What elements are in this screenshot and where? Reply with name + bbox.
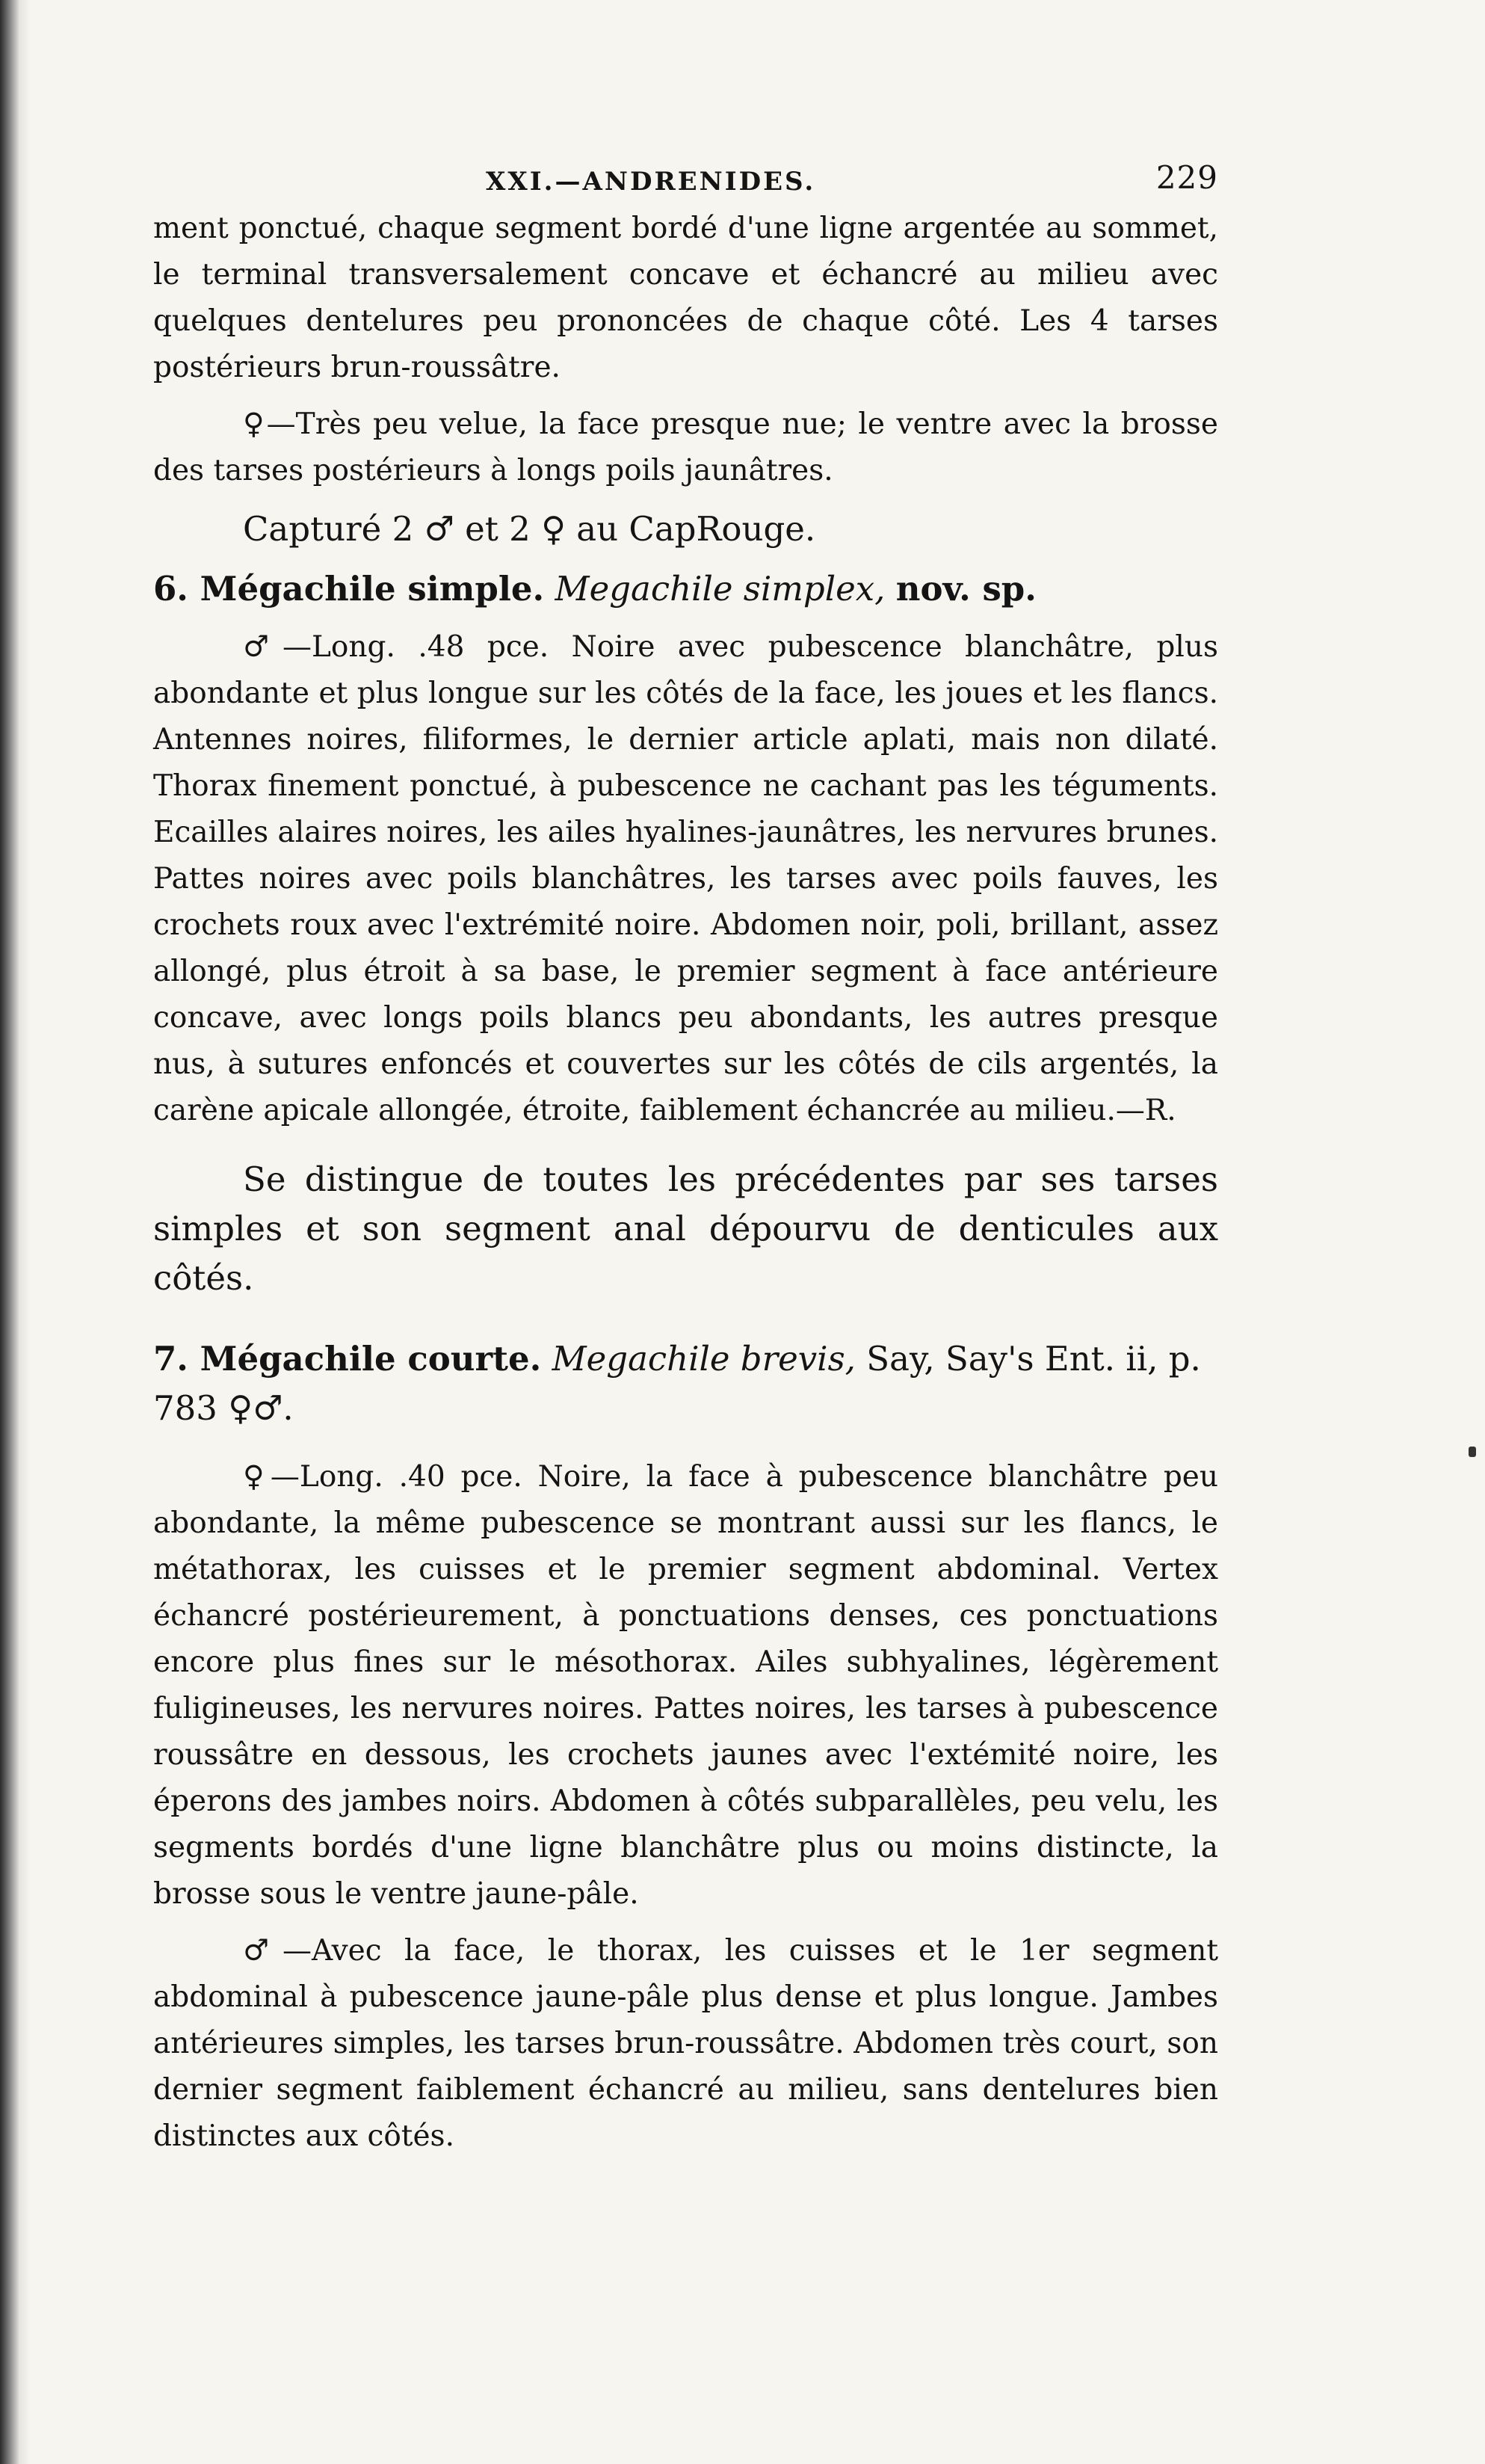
species-6-nov-sp: nov. sp. — [895, 569, 1037, 609]
page-header — [153, 146, 1218, 206]
page-number: 229 — [1155, 159, 1218, 196]
paragraph-male-description-6: ♂—Long. .48 pce. Noire avec pubescence blanchâtre, plus abondante et plus longue sur les côtés de la face, les joues et les flancs. Antennes noires, filiformes, le dernier article aplati, mais non dilaté. Thorax finement ponctué, à pubescence ne cachant pas les téguments. Ecailles alaires noires, les ailes hyalines-jaunâtres, les nervures brunes. Pattes noires avec poils blanchâtres, les tarses avec poils fauves, les crochets roux avec l'extrémité noire. Abdomen noir, poli, brillant, assez allongé, plus étroit à sa base, le premier segment à face antérieure concave, avec longs poils blancs peu abondants, les autres presque nus, à sutures enfoncés et couvertes sur les côtés de cils argentés, la carène apicale allongée, étroite, faiblement échancrée au milieu.—R. — [153, 630, 1218, 1127]
binding-shadow — [0, 0, 30, 2464]
paragraph-continuation: ment ponctué, chaque segment bordé d'une ligne argentée au sommet, le terminal transversalement concave et échancré au milieu avec quelques dentelures peu prononcées de chaque côté. Les 4 tarses postérieurs brun-roussâtre. — [153, 212, 1218, 384]
species-7-reference: Say, Say's Ent. ii, p. 783 ♀♂. — [153, 1339, 1201, 1428]
species-6-scientific-name: Megachile simplex, — [555, 569, 886, 609]
paragraph-distinction: Se distingue de toutes les précédentes par ses tarses simples et son segment anal dépourvu de denticules aux côtés. — [153, 1159, 1218, 1298]
margin-speck — [1469, 1447, 1476, 1457]
species-heading-6 — [153, 564, 1218, 614]
species-6-common-name: 6. Mégachile simple. — [153, 569, 545, 609]
running-title: XXI.—ANDRENIDES. — [486, 167, 816, 197]
species-7-common-name: 7. Mégachile courte. — [153, 1339, 542, 1379]
species-heading-7 — [153, 1334, 1218, 1433]
page — [153, 146, 1218, 2160]
paragraph-capture-note: Capturé 2 ♂ et 2 ♀ au CapRouge. — [243, 509, 816, 549]
paragraph-male-description-7: ♂—Avec la face, le thorax, les cuisses et le 1er segment abdominal à pubescence jaune-pâle plus dense et plus longue. Jambes antérieures simples, les tarses brun-roussâtre. Abdomen très court, son dernier segment faiblement échancré au milieu, sans dentelures bien distinctes aux côtés. — [153, 1934, 1218, 2153]
species-7-scientific-name: Megachile brevis, — [552, 1339, 856, 1379]
paragraph-female-description-7: ♀—Long. .40 pce. Noire, la face à pubescence blanchâtre peu abondante, la même pubescence se montrant aussi sur les flancs, le métathorax, les cuisses et le premier segment abdominal. Vertex échancré postérieurement, à ponctuations denses, ces ponctuations encore plus fines sur le mésothorax. Ailes subhyalines, légèrement fuligineuses, les nervures noires. Pattes noires, les tarses à pubescence roussâtre en dessous, les crochets jaunes avec l'extémité noire, les éperons des jambes noirs. Abdomen à côtés subparallèles, peu velu, les segments bordés d'une ligne blanchâtre plus ou moins distincte, la brosse sous le ventre jaune-pâle. — [153, 1460, 1218, 1911]
paragraph-female-description: ♀—Très peu velue, la face presque nue; le ventre avec la brosse des tarses postérieurs à longs poils jaunâtres. — [153, 407, 1218, 487]
